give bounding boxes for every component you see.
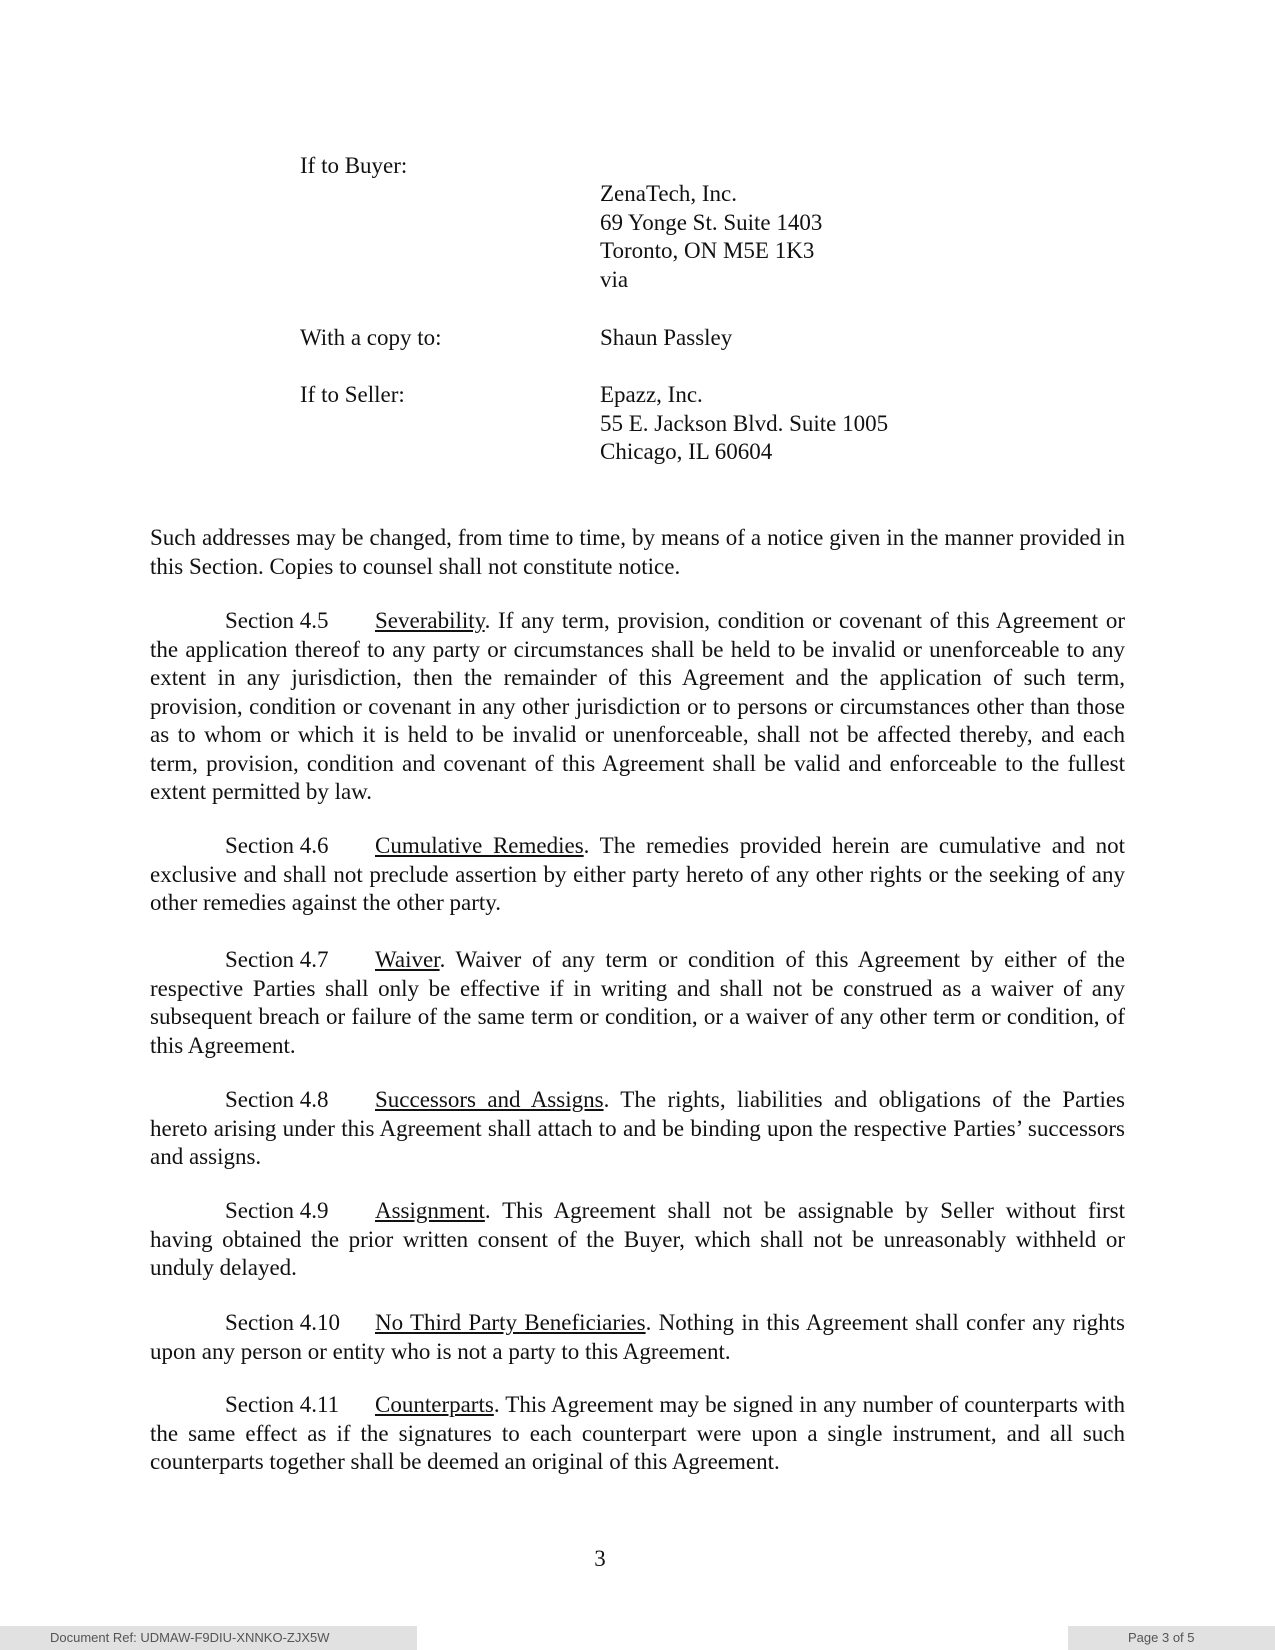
section-text: . This Agreement may be signed in any number of counterparts with the same effect as if the signatures to each counterpart were upon a single instrument, and all such counterparts together shall be deemed an original of this Agreement. — [150, 1392, 1125, 1474]
seller-notice-label: If to Seller: — [300, 382, 405, 407]
buyer-notice-label: If to Buyer: — [300, 153, 408, 178]
section-number: Section 4.5 — [225, 608, 329, 633]
section-number: Section 4.10 — [225, 1310, 340, 1335]
section-title: No Third Party Beneficiaries — [375, 1310, 646, 1335]
section-4-11 — [150, 1391, 1125, 1477]
section-text: . The remedies provided herein are cumulative and not exclusive and shall not preclude assertion by either party hereto of any other rights or the seeking of any other remedies against the other party. — [150, 833, 1126, 915]
section-number: Section 4.9 — [225, 1198, 329, 1223]
seller-address-line: 55 E. Jackson Blvd. Suite 1005 — [600, 410, 889, 436]
section-number: Section 4.11 — [225, 1392, 340, 1417]
addresses-paragraph: Such addresses may be changed, from time to time, by means of a notice given in the manner provided in this Section. Copies to counsel shall not constitute notice. — [150, 525, 1125, 579]
buyer-address-line: via — [600, 266, 629, 292]
section-title: Successors and Assigns — [375, 1087, 604, 1112]
section-text: . Nothing in this Agreement shall confer any rights upon any person or entity who is not a party to this Agreement. — [150, 1310, 1125, 1364]
section-number: Section 4.7 — [225, 947, 329, 972]
section-number: Section 4.6 — [225, 833, 329, 858]
seller-address — [600, 381, 888, 467]
seller-address-line: Epazz, Inc. — [600, 382, 703, 407]
section-title: Severability — [375, 608, 485, 633]
copy-notice-label: With a copy to: — [300, 325, 442, 350]
section-number: Section 4.8 — [225, 1087, 329, 1112]
section-4-8 — [150, 1086, 1125, 1172]
copy-notice-value: Shaun Passley — [600, 325, 733, 350]
page-number: 3 — [594, 1546, 606, 1571]
section-title: Cumulative Remedies — [375, 833, 584, 858]
section-4-10 — [150, 1309, 1125, 1366]
section-title: Waiver — [375, 947, 440, 972]
document-ref-footer: Document Ref: UDMAW-F9DIU-XNNKO-ZJX5W — [0, 1626, 417, 1650]
section-text: . Waiver of any term or condition of this Agreement by either of the respective Parties shall only be effective if in writing and shall not be construed as a waiver of any subsequent breach or failure of the same term or condition, or a waiver of any other term or condition, of this Agreement. — [150, 947, 1125, 1058]
section-4-9 — [150, 1197, 1125, 1283]
section-4-6 — [150, 832, 1125, 918]
section-text: . If any term, provision, condition or covenant of this Agreement or the application thereof to any party or circumstances shall be held to be invalid or unenforceable to any extent in any jurisdiction, then the remainder of this Agreement and the application of such term, provision, condition or covenant in any other jurisdiction or to persons or circumstances other than those as to whom or which it is held to be invalid or unenforceable, shall not be affected thereby, and each term, provision, condition and covenant of this Agreement shall be valid and enforceable to the fullest extent permitted by law. — [150, 608, 1125, 804]
buyer-address-line: ZenaTech, Inc. — [600, 181, 737, 206]
section-title: Assignment — [375, 1198, 485, 1223]
section-title: Counterparts — [375, 1392, 494, 1417]
buyer-address — [600, 180, 822, 294]
seller-address-line: Chicago, IL 60604 — [600, 439, 773, 464]
buyer-address-line: Toronto, ON M5E 1K3 — [600, 238, 815, 263]
section-4-7 — [150, 946, 1125, 1060]
buyer-address-line: 69 Yonge St. Suite 1403 — [600, 209, 823, 235]
section-text: . This Agreement shall not be assignable by Seller without first having obtained the prior written consent of the Buyer, which shall not be unreasonably withheld or unduly delayed. — [150, 1198, 1125, 1280]
section-4-5 — [150, 607, 1125, 807]
section-text: . The rights, liabilities and obligations of the Parties hereto arising under this Agreement shall attach to and be binding upon the respective Parties’ successors and assigns. — [150, 1087, 1125, 1169]
page-of-footer: Page 3 of 5 — [1068, 1626, 1275, 1650]
